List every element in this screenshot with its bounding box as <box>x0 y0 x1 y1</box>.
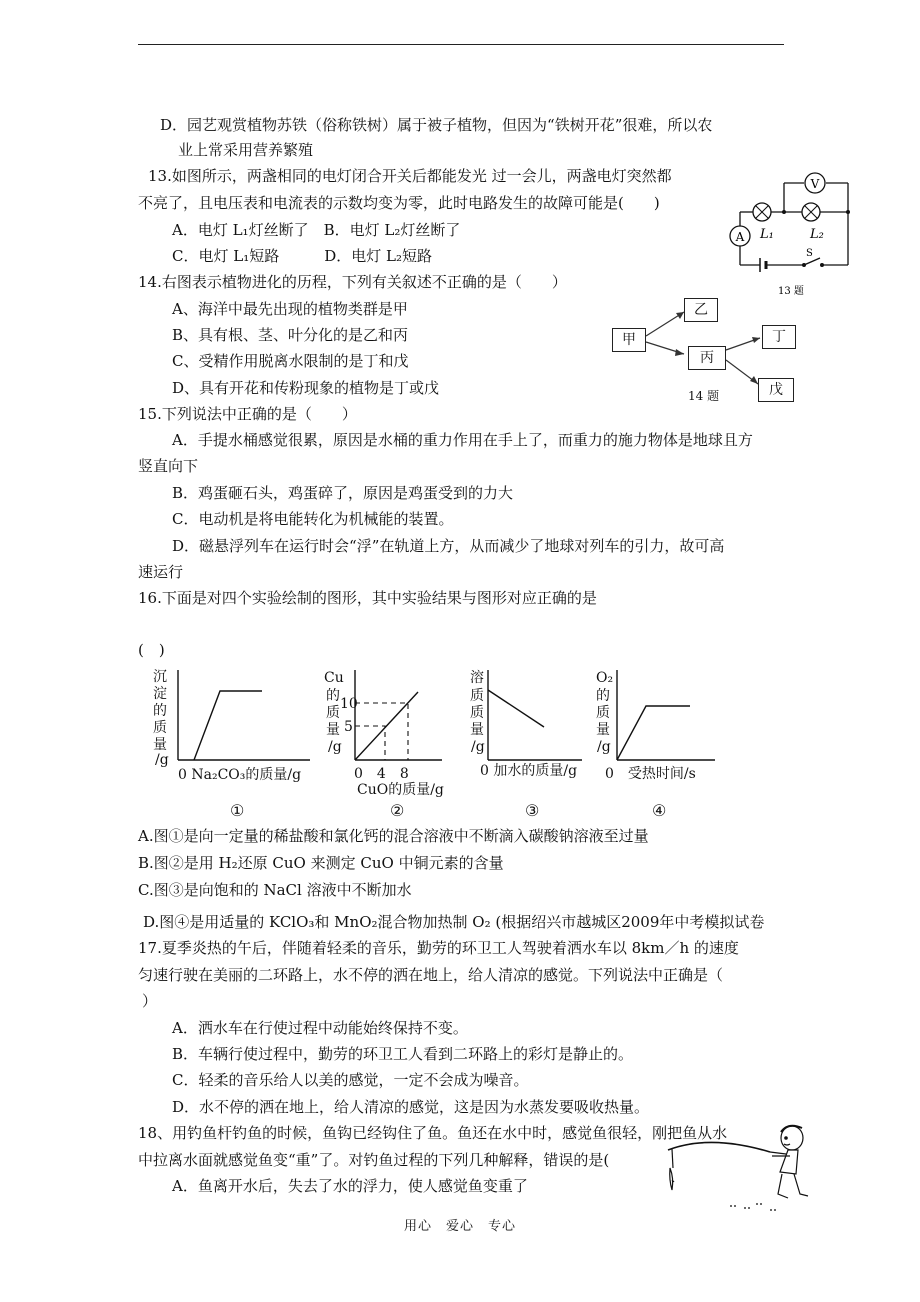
fig13-caption: 13 题 <box>778 286 804 297</box>
g1-curve <box>194 691 262 760</box>
q13-options-cd: C．电灯 L₁短路 D．电灯 L₂短路 <box>172 247 432 265</box>
q16-graphs <box>150 660 730 825</box>
g3-ylabel-3: 量 <box>470 722 484 738</box>
q15-stem: 15.下列说法中正确的是（ ） <box>138 405 357 423</box>
q14-option-b: B、具有根、茎、叶分化的是乙和丙 <box>172 326 409 344</box>
q16-option-d: D.图④是用适量的 KClO₃和 MnO₂混合物加热制 O₂ (根据绍兴市越城区2009年中考模拟试卷 <box>143 913 765 931</box>
q16-option-b: B.图②是用 H₂还原 CuO 来测定 CuO 中铜元素的含量 <box>138 854 504 872</box>
g2-yunit: /g <box>328 739 342 755</box>
circuit-diagram <box>720 168 860 298</box>
voltmeter-label: V <box>810 177 820 191</box>
g1-yunit: /g <box>155 752 169 768</box>
page-footer: 用心 爱心 专心 <box>403 1219 516 1234</box>
q17-option-b: B．车辆行使过程中，勤劳的环卫工人看到二环路上的彩灯是静止的。 <box>172 1045 634 1063</box>
q17-stem-line1: 17.夏季炎热的午后，伴随着轻柔的音乐，勤劳的环卫工人驾驶着洒水车以 8km／h 的速度 <box>138 939 739 957</box>
q16-answer-paren: ( ) <box>138 641 165 659</box>
q13-stem-line2: 不亮了，且电压表和电流表的示数均变为零，此时电路发生的故障可能是( ) <box>138 194 660 212</box>
g4-ylabel-1: 的 <box>596 688 610 704</box>
g4-number: ④ <box>652 801 667 820</box>
g1-ylabel-1: 淀 <box>153 686 167 702</box>
q14-option-c: C、受精作用脱离水限制的是丁和戊 <box>172 352 409 370</box>
q14-option-d: D、具有开花和传粉现象的植物是丁或戊 <box>172 379 440 397</box>
g4-ylabel-0: O₂ <box>596 670 614 686</box>
q17-option-a: A．洒水车在行使过程中动能始终保持不变。 <box>172 1019 468 1037</box>
g4-ylabel-2: 质 <box>596 705 610 721</box>
header-rule <box>138 44 784 45</box>
g1-xlabel: 0 Na₂CO₃的质量/g <box>178 767 302 783</box>
q18-stem-line1: 18、用钓鱼杆钓鱼的时候，鱼钩已经钩住了鱼。鱼还在水中时，感觉鱼很轻，刚把鱼从水 <box>138 1124 728 1142</box>
g1-ylabel-0: 沉 <box>153 669 167 685</box>
q15-option-a-line2: 竖直向下 <box>138 457 199 475</box>
node-ding: 丁 <box>762 325 796 349</box>
g2-ylabel-0: Cu <box>324 670 344 686</box>
q14-stem: 14.右图表示植物进化的历程，下列有关叙述不正确的是（ ） <box>138 273 567 291</box>
q15-option-d-line1: D．磁悬浮列车在运行时会“浮”在轨道上方，从而减少了地球对列车的引力，故可高 <box>172 537 725 555</box>
g4-yunit: /g <box>597 739 611 755</box>
g1-number: ① <box>230 801 245 820</box>
g1-ylabel-3: 质 <box>153 720 167 736</box>
g3-ylabel-1: 质 <box>470 688 484 704</box>
g2-xticks: 0 4 8 <box>354 766 409 782</box>
g4-ylabel-3: 量 <box>596 722 610 738</box>
g3-number: ③ <box>525 801 540 820</box>
d-option-line2: 业上常采用营养繁殖 <box>178 141 314 159</box>
g1-ylabel-2: 的 <box>153 703 167 719</box>
q16-stem: 16.下面是对四个实验绘制的图形，其中实验结果与图形对应正确的是 <box>138 589 597 607</box>
node-jia: 甲 <box>612 328 646 352</box>
g1-ylabel-4: 量 <box>153 737 167 753</box>
q15-option-b: B．鸡蛋砸石头，鸡蛋碎了，原因是鸡蛋受到的力大 <box>172 484 514 502</box>
switch-contact-left <box>802 263 806 267</box>
switch-label: S <box>806 248 813 259</box>
lamp2-label: L₂ <box>810 227 824 242</box>
d-option-line1: D．园艺观赏植物苏铁（俗称铁树）属于被子植物，但因为“铁树开花”很难，所以农 <box>160 116 713 134</box>
node-wu: 戊 <box>758 378 794 402</box>
g2-ylabel-2: 质 <box>326 705 340 721</box>
g3-ylabel-2: 质 <box>470 705 484 721</box>
q15-option-a-line1: A．手提水桶感觉很累，原因是水桶的重力作用在手上了，而重力的施力物体是地球且方 <box>172 431 753 449</box>
q18-option-a: A．鱼离开水后，失去了水的浮力，使人感觉鱼变重了 <box>172 1177 528 1195</box>
q13-options-ab: A．电灯 L₁灯丝断了 B．电灯 L₂灯丝断了 <box>172 221 461 239</box>
g3-yunit: /g <box>471 739 485 755</box>
node-yi: 乙 <box>684 298 718 322</box>
g2-xlabel: CuO的质量/g <box>357 782 444 798</box>
fishing-cartoon <box>660 1120 810 1215</box>
q13-stem-line1: 13.如图所示，两盏相同的电灯闭合开关后都能发光 过一会儿，两盏电灯突然都 <box>148 167 672 185</box>
g2-ylabel-1: 的 <box>326 688 340 704</box>
q17-stem-line2: 匀速行驶在美丽的二环路上，水不停的洒在地上，给人清凉的感觉。下列说法中正确是（ <box>138 966 724 984</box>
g3-curve <box>488 690 544 727</box>
g4-curve <box>617 706 690 760</box>
lamp1-label: L₁ <box>760 227 774 242</box>
q14-option-a: A、海洋中最先出现的植物类群是甲 <box>172 300 408 318</box>
q17-option-c: C．轻柔的音乐给人以美的感觉，一定不会成为噪音。 <box>172 1071 529 1089</box>
node-bing: 丙 <box>688 346 726 370</box>
q16-option-c: C.图③是向饱和的 NaCl 溶液中不断加水 <box>138 881 412 899</box>
q16-option-a: A.图①是向一定量的稀盐酸和氯化钙的混合溶液中不断滴入碳酸钠溶液至过量 <box>138 827 649 845</box>
g2-ytick-5: 5 <box>344 719 353 735</box>
g2-number: ② <box>390 801 405 820</box>
g3-xlabel: 0 加水的质量/g <box>480 763 578 779</box>
q18-stem-line2: 中拉离水面就感觉鱼变“重”了。对钓鱼过程的下列几种解释，错误的是( <box>138 1151 610 1169</box>
g2-ylabel-3: 量 <box>326 722 340 738</box>
g4-xlabel: 0 受热时间/s <box>605 766 696 782</box>
q17-stem-line3: ） <box>142 992 158 1010</box>
fig14-caption: 14 题 <box>688 389 720 403</box>
g2-ytick-10: 10 <box>340 696 358 712</box>
ammeter-label: A <box>735 230 745 244</box>
q15-option-d-line2: 速运行 <box>138 563 184 581</box>
q15-option-c: C．电动机是将电能转化为机械能的装置。 <box>172 510 454 528</box>
switch-contact-right <box>820 263 824 267</box>
q17-option-d: D．水不停的洒在地上，给人清凉的感觉，这是因为水蒸发要吸收热量。 <box>172 1098 650 1116</box>
g3-ylabel-0: 溶 <box>470 670 484 686</box>
